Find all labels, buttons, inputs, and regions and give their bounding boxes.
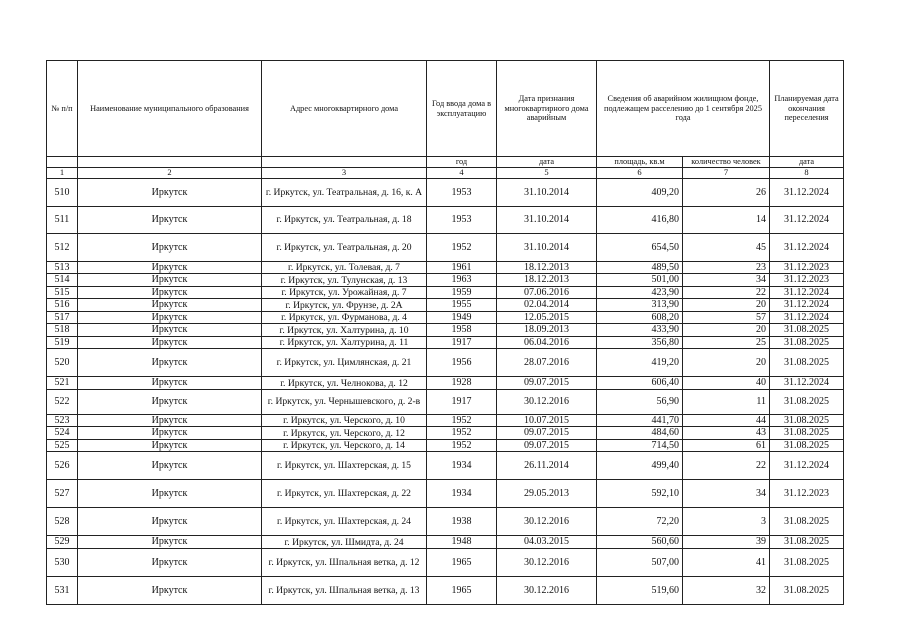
row-number: 513 <box>47 261 78 274</box>
row-year: 1917 <box>427 389 497 414</box>
row-number: 524 <box>47 427 78 440</box>
subheader-empty <box>262 157 427 168</box>
header-year: Год ввода дома в эксплуатацию <box>427 61 497 157</box>
row-emergency-date: 02.04.2014 <box>497 299 597 312</box>
row-people: 34 <box>683 480 770 508</box>
row-address: г. Иркутск, ул. Тулунская, д. 13 <box>262 274 427 287</box>
row-people: 40 <box>683 377 770 390</box>
row-people: 44 <box>683 414 770 427</box>
row-area: 499,40 <box>597 452 683 480</box>
row-people: 11 <box>683 389 770 414</box>
row-municipality: Иркутск <box>78 480 262 508</box>
subheader-people: количество человек <box>683 157 770 168</box>
row-address: г. Иркутск, ул. Цимлянская, д. 21 <box>262 349 427 377</box>
row-year: 1917 <box>427 336 497 349</box>
row-year: 1963 <box>427 274 497 287</box>
row-area: 441,70 <box>597 414 683 427</box>
row-number: 521 <box>47 377 78 390</box>
row-number: 520 <box>47 349 78 377</box>
row-people: 39 <box>683 536 770 549</box>
row-end-date: 31.12.2023 <box>770 274 844 287</box>
row-people: 20 <box>683 349 770 377</box>
table-row <box>47 286 844 299</box>
table-row <box>47 508 844 536</box>
row-year: 1956 <box>427 349 497 377</box>
row-address: г. Иркутск, ул. Шпальная ветка, д. 12 <box>262 548 427 576</box>
row-address: г. Иркутск, ул. Шмидта, д. 24 <box>262 536 427 549</box>
row-address: г. Иркутск, ул. Черского, д. 10 <box>262 414 427 427</box>
row-year: 1934 <box>427 452 497 480</box>
row-municipality: Иркутск <box>78 206 262 233</box>
row-end-date: 31.12.2023 <box>770 261 844 274</box>
table-row <box>47 452 844 480</box>
row-emergency-date: 31.10.2014 <box>497 206 597 233</box>
row-end-date: 31.08.2025 <box>770 336 844 349</box>
row-municipality: Иркутск <box>78 274 262 287</box>
table-row <box>47 536 844 549</box>
row-emergency-date: 26.11.2014 <box>497 452 597 480</box>
table-row <box>47 439 844 452</box>
row-number: 519 <box>47 336 78 349</box>
row-emergency-date: 04.03.2015 <box>497 536 597 549</box>
header-municipality: Наименование муниципального образования <box>78 61 262 157</box>
header-planned-date: Планируемая дата окончания переселения <box>770 61 844 157</box>
row-number: 516 <box>47 299 78 312</box>
row-number: 530 <box>47 548 78 576</box>
row-municipality: Иркутск <box>78 508 262 536</box>
row-emergency-date: 30.12.2016 <box>497 389 597 414</box>
row-year: 1953 <box>427 178 497 206</box>
row-end-date: 31.12.2024 <box>770 206 844 233</box>
row-year: 1949 <box>427 311 497 324</box>
table-row <box>47 336 844 349</box>
row-area: 560,60 <box>597 536 683 549</box>
row-number: 531 <box>47 576 78 604</box>
table-row <box>47 311 844 324</box>
row-municipality: Иркутск <box>78 536 262 549</box>
row-emergency-date: 07.06.2016 <box>497 286 597 299</box>
row-area: 72,20 <box>597 508 683 536</box>
row-number: 526 <box>47 452 78 480</box>
table-row <box>47 480 844 508</box>
row-year: 1952 <box>427 439 497 452</box>
row-number: 517 <box>47 311 78 324</box>
row-people: 43 <box>683 427 770 440</box>
row-people: 20 <box>683 299 770 312</box>
row-address: г. Иркутск, ул. Толевая, д. 7 <box>262 261 427 274</box>
row-municipality: Иркутск <box>78 452 262 480</box>
row-emergency-date: 10.07.2015 <box>497 414 597 427</box>
row-people: 3 <box>683 508 770 536</box>
row-municipality: Иркутск <box>78 548 262 576</box>
header-emergency-date: Дата признания многоквартирного дома аварийным <box>497 61 597 157</box>
row-number: 510 <box>47 178 78 206</box>
row-number: 529 <box>47 536 78 549</box>
row-year: 1959 <box>427 286 497 299</box>
row-municipality: Иркутск <box>78 427 262 440</box>
row-area: 654,50 <box>597 233 683 261</box>
table-row <box>47 299 844 312</box>
row-year: 1948 <box>427 536 497 549</box>
row-municipality: Иркутск <box>78 299 262 312</box>
row-municipality: Иркутск <box>78 414 262 427</box>
row-address: г. Иркутск, ул. Шахтерская, д. 15 <box>262 452 427 480</box>
row-year: 1955 <box>427 299 497 312</box>
row-end-date: 31.12.2024 <box>770 452 844 480</box>
subheader-area: площадь, кв.м <box>597 157 683 168</box>
row-emergency-date: 30.12.2016 <box>497 508 597 536</box>
row-end-date: 31.12.2024 <box>770 178 844 206</box>
row-end-date: 31.12.2024 <box>770 299 844 312</box>
row-area: 313,90 <box>597 299 683 312</box>
row-number: 522 <box>47 389 78 414</box>
row-number: 518 <box>47 324 78 337</box>
row-year: 1952 <box>427 233 497 261</box>
row-address: г. Иркутск, ул. Шпальная ветка, д. 13 <box>262 576 427 604</box>
row-address: г. Иркутск, ул. Урожайная, д. 7 <box>262 286 427 299</box>
row-end-date: 31.08.2025 <box>770 508 844 536</box>
row-number: 514 <box>47 274 78 287</box>
row-people: 22 <box>683 452 770 480</box>
row-address: г. Иркутск, ул. Театральная, д. 18 <box>262 206 427 233</box>
row-end-date: 31.08.2025 <box>770 439 844 452</box>
row-year: 1934 <box>427 480 497 508</box>
row-address: г. Иркутск, ул. Халтурина, д. 10 <box>262 324 427 337</box>
row-area: 501,00 <box>597 274 683 287</box>
row-people: 41 <box>683 548 770 576</box>
row-emergency-date: 18.12.2013 <box>497 274 597 287</box>
row-people: 57 <box>683 311 770 324</box>
row-address: г. Иркутск, ул. Фрунзе, д. 2А <box>262 299 427 312</box>
table-row <box>47 274 844 287</box>
row-emergency-date: 09.07.2015 <box>497 427 597 440</box>
row-number: 523 <box>47 414 78 427</box>
row-end-date: 31.08.2025 <box>770 427 844 440</box>
row-emergency-date: 09.07.2015 <box>497 439 597 452</box>
row-emergency-date: 28.07.2016 <box>497 349 597 377</box>
row-area: 608,20 <box>597 311 683 324</box>
row-area: 489,50 <box>597 261 683 274</box>
row-municipality: Иркутск <box>78 349 262 377</box>
row-end-date: 31.08.2025 <box>770 414 844 427</box>
table-row <box>47 427 844 440</box>
row-area: 416,80 <box>597 206 683 233</box>
row-municipality: Иркутск <box>78 311 262 324</box>
row-emergency-date: 30.12.2016 <box>497 576 597 604</box>
row-end-date: 31.08.2025 <box>770 389 844 414</box>
row-emergency-date: 18.09.2013 <box>497 324 597 337</box>
table-row <box>47 377 844 390</box>
row-people: 14 <box>683 206 770 233</box>
row-area: 356,80 <box>597 336 683 349</box>
table-row <box>47 233 844 261</box>
row-address: г. Иркутск, ул. Черского, д. 12 <box>262 427 427 440</box>
row-area: 409,20 <box>597 178 683 206</box>
row-year: 1928 <box>427 377 497 390</box>
header-address: Адрес многоквартирного дома <box>262 61 427 157</box>
column-number: 4 <box>427 168 497 179</box>
row-emergency-date: 31.10.2014 <box>497 178 597 206</box>
row-people: 26 <box>683 178 770 206</box>
subheader-end-date: дата <box>770 157 844 168</box>
row-address: г. Иркутск, ул. Шахтерская, д. 22 <box>262 480 427 508</box>
row-area: 56,90 <box>597 389 683 414</box>
row-year: 1965 <box>427 548 497 576</box>
table-row <box>47 548 844 576</box>
row-people: 34 <box>683 274 770 287</box>
row-end-date: 31.08.2025 <box>770 548 844 576</box>
row-emergency-date: 06.04.2016 <box>497 336 597 349</box>
row-people: 25 <box>683 336 770 349</box>
row-year: 1952 <box>427 414 497 427</box>
table-row <box>47 324 844 337</box>
row-area: 592,10 <box>597 480 683 508</box>
row-address: г. Иркутск, ул. Шахтерская, д. 24 <box>262 508 427 536</box>
row-number: 525 <box>47 439 78 452</box>
row-address: г. Иркутск, ул. Чернышевского, д. 2-в <box>262 389 427 414</box>
table-row <box>47 206 844 233</box>
header-number: № п/п <box>47 61 78 157</box>
row-municipality: Иркутск <box>78 261 262 274</box>
row-municipality: Иркутск <box>78 439 262 452</box>
subheader-empty <box>78 157 262 168</box>
row-area: 423,90 <box>597 286 683 299</box>
row-year: 1938 <box>427 508 497 536</box>
row-people: 32 <box>683 576 770 604</box>
row-municipality: Иркутск <box>78 336 262 349</box>
subheader-empty <box>47 157 78 168</box>
row-number: 527 <box>47 480 78 508</box>
row-number: 512 <box>47 233 78 261</box>
row-emergency-date: 12.05.2015 <box>497 311 597 324</box>
column-number: 7 <box>683 168 770 179</box>
row-year: 1953 <box>427 206 497 233</box>
row-year: 1958 <box>427 324 497 337</box>
row-municipality: Иркутск <box>78 233 262 261</box>
row-address: г. Иркутск, ул. Халтурина, д. 11 <box>262 336 427 349</box>
row-year: 1952 <box>427 427 497 440</box>
table-row <box>47 576 844 604</box>
row-area: 714,50 <box>597 439 683 452</box>
row-emergency-date: 30.12.2016 <box>497 548 597 576</box>
table-row <box>47 414 844 427</box>
table-row <box>47 349 844 377</box>
column-number: 8 <box>770 168 844 179</box>
row-end-date: 31.12.2024 <box>770 311 844 324</box>
row-address: г. Иркутск, ул. Театральная, д. 20 <box>262 233 427 261</box>
row-emergency-date: 31.10.2014 <box>497 233 597 261</box>
column-number: 6 <box>597 168 683 179</box>
row-end-date: 31.12.2024 <box>770 233 844 261</box>
row-end-date: 31.12.2023 <box>770 480 844 508</box>
row-area: 484,60 <box>597 427 683 440</box>
column-number: 1 <box>47 168 78 179</box>
row-area: 419,20 <box>597 349 683 377</box>
row-people: 20 <box>683 324 770 337</box>
row-area: 433,90 <box>597 324 683 337</box>
housing-table <box>46 60 844 605</box>
table-row <box>47 178 844 206</box>
row-address: г. Иркутск, ул. Театральная, д. 16, к. А <box>262 178 427 206</box>
table-row <box>47 261 844 274</box>
row-emergency-date: 29.05.2013 <box>497 480 597 508</box>
row-end-date: 31.08.2025 <box>770 576 844 604</box>
row-people: 22 <box>683 286 770 299</box>
row-people: 23 <box>683 261 770 274</box>
row-end-date: 31.08.2025 <box>770 324 844 337</box>
row-end-date: 31.08.2025 <box>770 536 844 549</box>
subheader-date: дата <box>497 157 597 168</box>
column-number: 5 <box>497 168 597 179</box>
row-address: г. Иркутск, ул. Челнокова, д. 12 <box>262 377 427 390</box>
row-municipality: Иркутск <box>78 178 262 206</box>
column-number: 3 <box>262 168 427 179</box>
row-area: 507,00 <box>597 548 683 576</box>
row-address: г. Иркутск, ул. Черского, д. 14 <box>262 439 427 452</box>
row-end-date: 31.12.2024 <box>770 377 844 390</box>
row-number: 515 <box>47 286 78 299</box>
row-emergency-date: 18.12.2013 <box>497 261 597 274</box>
row-municipality: Иркутск <box>78 324 262 337</box>
row-number: 511 <box>47 206 78 233</box>
row-area: 519,60 <box>597 576 683 604</box>
row-emergency-date: 09.07.2015 <box>497 377 597 390</box>
row-address: г. Иркутск, ул. Фурманова, д. 4 <box>262 311 427 324</box>
row-municipality: Иркутск <box>78 286 262 299</box>
row-people: 61 <box>683 439 770 452</box>
row-number: 528 <box>47 508 78 536</box>
row-year: 1961 <box>427 261 497 274</box>
row-end-date: 31.08.2025 <box>770 349 844 377</box>
row-area: 606,40 <box>597 377 683 390</box>
row-people: 45 <box>683 233 770 261</box>
subheader-year: год <box>427 157 497 168</box>
row-municipality: Иркутск <box>78 576 262 604</box>
header-emergency-info: Сведения об аварийном жилищном фонде, подлежащем расселению до 1 сентября 2025 года <box>597 61 770 157</box>
column-number: 2 <box>78 168 262 179</box>
row-year: 1965 <box>427 576 497 604</box>
row-end-date: 31.12.2024 <box>770 286 844 299</box>
row-municipality: Иркутск <box>78 389 262 414</box>
row-municipality: Иркутск <box>78 377 262 390</box>
table-row <box>47 389 844 414</box>
